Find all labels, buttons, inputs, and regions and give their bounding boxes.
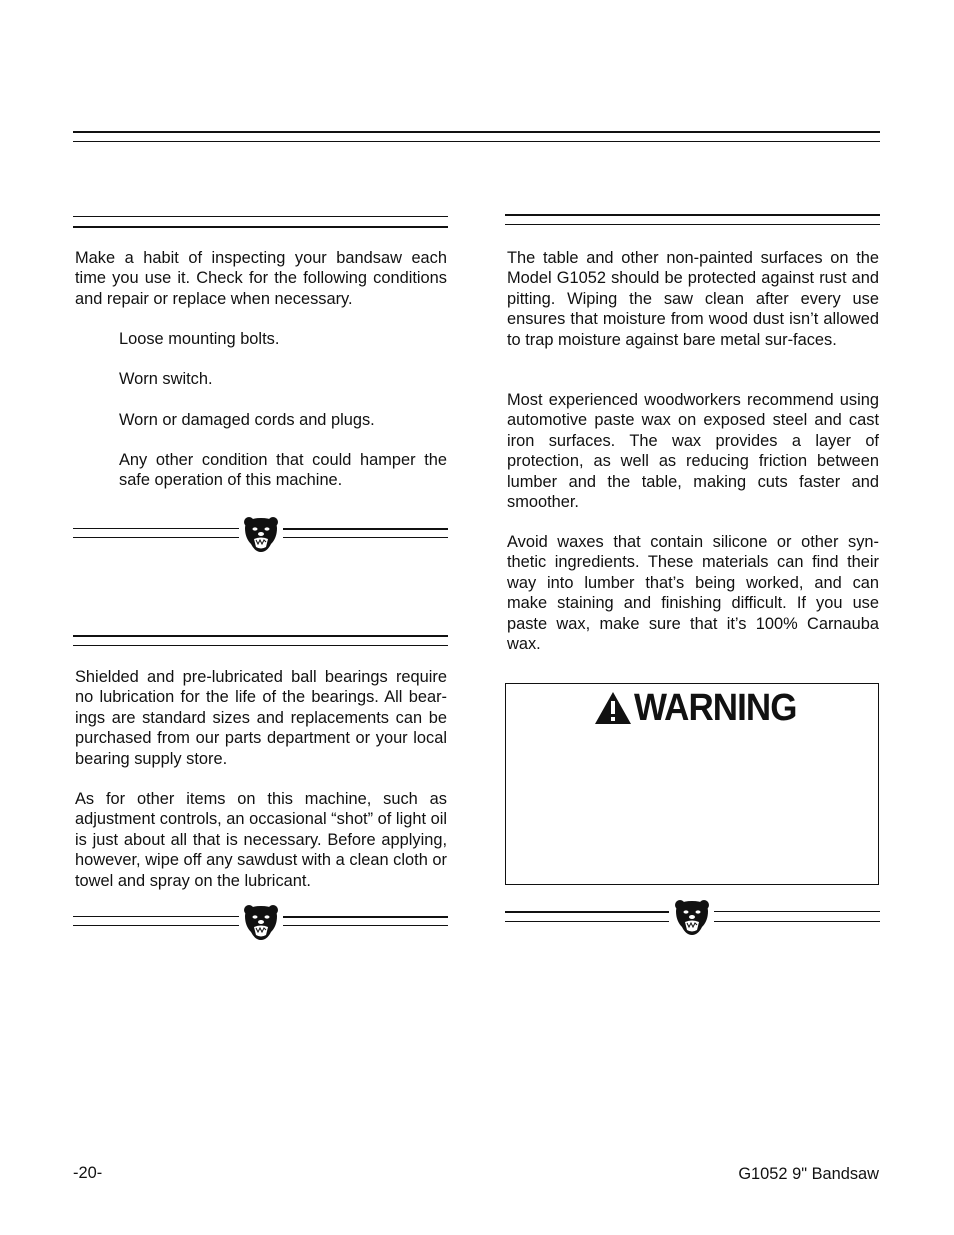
header-rule-thin [73, 141, 880, 142]
warning-triangle-icon [594, 691, 632, 725]
divider-rule [283, 528, 448, 530]
section-rule-bottom [505, 224, 880, 225]
inspection-intro: Make a habit of inspecting your bandsaw each time you use it. Check for the following conditions and repair or replace when necessary. [75, 249, 447, 308]
lubrication-paragraph: Shielded and pre-lubricated ball bearings require no lubrication for the life of the bearings. All bear-ings are standard sizes and replacements can be purchased from our parts department or your local bearing supply store. [75, 668, 447, 768]
table-care-paragraph: The table and other non-painted surfaces on the Model G1052 should be protected against rust and pitting. Wiping the saw clean after every use ensures that moisture from wood dust isn’t allowed to trap moisture against bare metal sur-faces. [507, 249, 879, 349]
section-rule-top [73, 216, 448, 217]
divider-rule [73, 925, 239, 926]
bear-head-logo-icon [241, 514, 281, 554]
section-rule-top [505, 214, 880, 216]
warning-label: WARNING [634, 686, 797, 729]
bear-head-logo-icon [241, 902, 281, 942]
section-rule-bottom [73, 645, 448, 646]
page-number: -20- [73, 1164, 103, 1182]
manual-title: G1052 9" Bandsaw [738, 1165, 879, 1183]
divider-rule [714, 921, 880, 922]
divider-rule [73, 528, 239, 529]
bear-head-logo-icon [672, 897, 712, 937]
warning-box [505, 683, 879, 885]
divider-rule [505, 921, 669, 922]
warning-header [594, 686, 811, 730]
table-care-paragraph: Avoid waxes that contain silicone or other syn-thetic ingredients. These materials can find their way into lumber that’s being worked, and can make staining and finishing difficult. If you use paste wax, make sure that it’s 100% Carnauba wax. [507, 533, 879, 654]
divider-rule [73, 916, 239, 917]
divider-rule [505, 911, 669, 913]
lubrication-paragraph: As for other items on this machine, such as adjustment controls, an occasional “shot” of light oil is just about all that is necessary. Before applying, however, wipe off any sawdust with a clean cloth or towel and spray on the lubricant. [75, 790, 447, 890]
inspection-item: Worn switch. [119, 370, 213, 388]
table-care-paragraph: Most experienced woodworkers recommend using automotive paste wax on exposed steel and cast iron surfaces. The wax provides a layer of protection, as well as reducing friction between lumber and the table, making cuts faster and smoother. [507, 391, 879, 512]
header-rule-thick [73, 131, 880, 133]
section-rule-bottom [73, 226, 448, 228]
divider-rule [283, 925, 448, 926]
section-rule-top [73, 635, 448, 637]
inspection-item: Any other condition that could hamper the safe operation of this machine. [119, 451, 447, 490]
divider-rule [714, 911, 880, 912]
inspection-item: Worn or damaged cords and plugs. [119, 411, 375, 429]
divider-rule [283, 537, 448, 538]
inspection-item: Loose mounting bolts. [119, 330, 280, 348]
divider-rule [283, 916, 448, 918]
divider-rule [73, 537, 239, 538]
